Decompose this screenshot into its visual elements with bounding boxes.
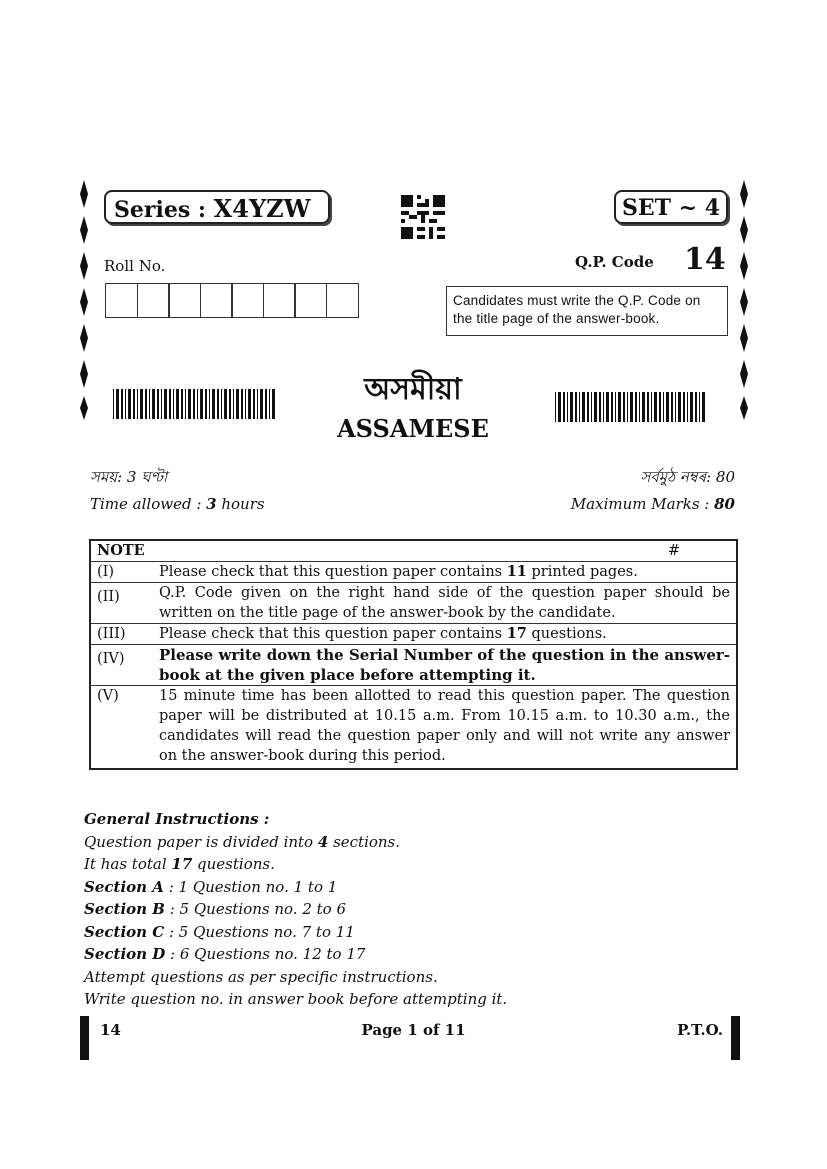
roll-cell[interactable]: [326, 283, 359, 318]
footer-bar-right: [731, 1016, 740, 1060]
marks-value: 80: [714, 495, 735, 513]
time-unit: hours: [216, 495, 265, 513]
gi-line: Question paper is divided into 4 sections.: [84, 832, 401, 851]
note-num: (III): [90, 624, 153, 645]
note-num: (V): [90, 686, 153, 770]
footer-pto: P.T.O.: [677, 1021, 723, 1039]
series-box: [104, 190, 330, 224]
note-row: [90, 686, 737, 770]
note-heading-row: [90, 540, 737, 562]
marks-label: Maximum Marks :: [570, 495, 715, 513]
time-label: Time allowed :: [90, 495, 207, 513]
candidate-note: Candidates must write the Q.P. Code on the title page of the answer-book.: [446, 286, 728, 336]
gi-line: Write question no. in answer book before attempting it.: [84, 990, 508, 1008]
series-value: X4YZW: [213, 194, 311, 223]
time-value: 3: [206, 495, 217, 513]
note-heading: NOTE: [97, 542, 145, 559]
marks-assamese: সৰ্বমুঠ নম্বৰ: 80: [640, 468, 735, 486]
note-text: 15 minute time has been allotted to read this question paper. The question paper will be distributed at 10.15 a.m. From 10.15 a.m. to 10.30 a.m., the candidates will read the question paper only and will not write any answer on the answer-book during this period.: [153, 686, 737, 770]
roll-cell[interactable]: [263, 283, 296, 318]
gi-heading: General Instructions :: [84, 810, 270, 828]
left-border-ornament: [78, 180, 90, 420]
qp-code-label: Q.P. Code: [575, 253, 654, 271]
note-text: Please check that this question paper contains 17 questions.: [153, 624, 737, 645]
roll-cell[interactable]: [231, 283, 264, 318]
maximum-marks: [571, 495, 735, 513]
set-box: [614, 190, 728, 224]
note-row: [90, 645, 737, 686]
roll-cell[interactable]: [168, 283, 201, 318]
title-english: ASSAMESE: [337, 414, 489, 443]
barcode-right-icon: [555, 392, 705, 422]
gi-section: Section D : 6 Questions no. 12 to 17: [84, 945, 366, 963]
right-border-ornament: [738, 180, 750, 420]
time-allowed: [90, 495, 265, 513]
note-text: Please write down the Serial Number of the question in the answer-book at the given place before attempting it.: [153, 645, 737, 686]
series-label: Series :: [114, 197, 206, 223]
roll-cell[interactable]: [200, 283, 233, 318]
barcode-left-icon: [113, 389, 275, 419]
roll-cell[interactable]: [137, 283, 170, 318]
title-assamese: অসমীয়া: [364, 372, 462, 407]
time-assamese: সময়: 3 ঘণ্টা: [90, 468, 168, 486]
note-num: (II): [90, 583, 153, 624]
footer-code: 14: [100, 1021, 121, 1039]
roll-cell[interactable]: [294, 283, 327, 318]
gi-section: Section B : 5 Questions no. 2 to 6: [84, 900, 347, 918]
note-row: [90, 583, 737, 624]
note-row: [90, 624, 737, 645]
footer-page-number: Page 1 of 11: [361, 1021, 466, 1039]
note-table: [89, 539, 738, 770]
gi-section: Section C : 5 Questions no. 7 to 11: [84, 922, 355, 941]
roll-number-label: Roll No.: [104, 257, 166, 275]
qp-code-value: 14: [684, 242, 726, 277]
note-row: [90, 562, 737, 583]
gi-line: Attempt questions as per specific instructions.: [84, 967, 438, 986]
footer-bar-left: [80, 1016, 89, 1060]
set-label: SET ~ 4: [621, 195, 721, 221]
note-text: Q.P. Code given on the right hand side of the question paper should be written on the title page of the answer-book by the candidate.: [153, 583, 737, 624]
note-num: (IV): [90, 645, 153, 686]
note-hash: #: [667, 543, 680, 559]
roll-cell[interactable]: [105, 283, 138, 318]
gi-section: Section A : 1 Question no. 1 to 1: [84, 877, 338, 896]
roll-number-grid: [105, 283, 357, 318]
qr-code-icon: [401, 195, 445, 239]
note-num: (I): [90, 562, 153, 583]
gi-line: It has total 17 questions.: [84, 855, 275, 873]
note-text: Please check that this question paper contains 11 printed pages.: [153, 562, 737, 583]
general-instructions: [84, 808, 507, 1011]
